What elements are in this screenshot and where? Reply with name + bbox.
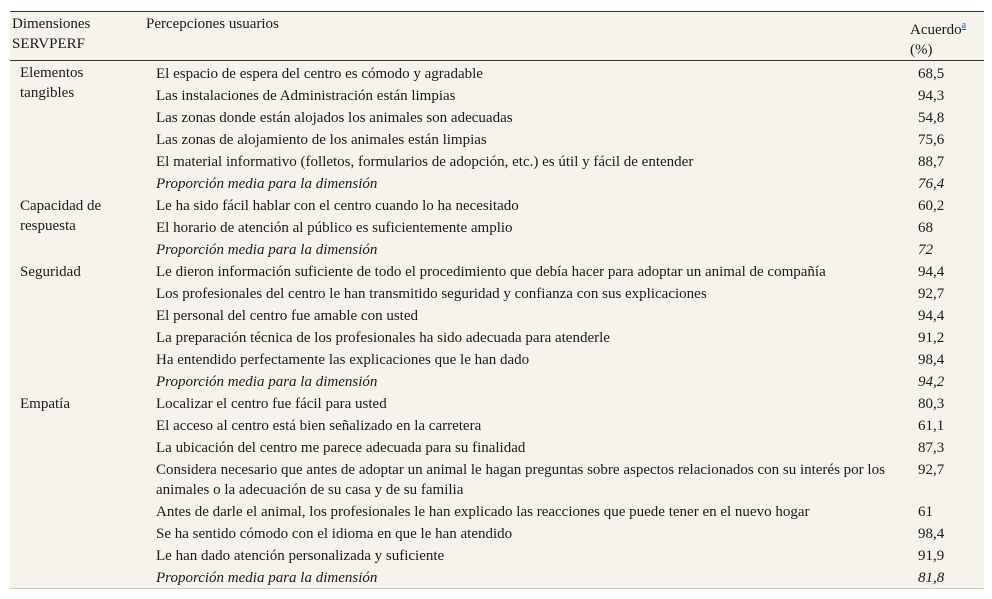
agreement-value: 80,3 (918, 396, 945, 412)
table-row (10, 545, 984, 567)
agreement-value: 60,2 (918, 198, 945, 214)
agreement-value: 54,8 (918, 110, 945, 126)
agreement-value: 61,1 (918, 418, 945, 434)
dimension-average-row (10, 239, 984, 261)
perception-cell (146, 261, 910, 283)
agreement-value: 87,3 (918, 440, 945, 456)
header-dimensions-label: Dimensiones SERVPERF (12, 16, 91, 52)
agreement-value: 91,9 (918, 548, 945, 564)
perception-text: Los profesionales del centro le han transmitido seguridad y confianza con sus explicaciones (156, 286, 707, 302)
dimension-average-row (10, 567, 984, 589)
agreement-value: 98,4 (918, 352, 945, 368)
perception-text: Le dieron información suficiente de todo el procedimiento que debía hacer para adoptar un animal de compañía (156, 264, 826, 280)
perception-cell (146, 393, 910, 415)
perception-text: El horario de atención al público es suficientemente amplio (156, 220, 513, 236)
perception-text: Le ha sido fácil hablar con el centro cuando lo ha necesitado (156, 198, 519, 214)
table-row (10, 349, 984, 371)
agreement-value: 88,7 (918, 154, 945, 170)
header-perceptions-label: Percepciones usuarios (146, 16, 279, 32)
dimension-average-value: 76,4 (918, 176, 945, 192)
dimension-average-row (10, 371, 984, 393)
header-agreement-unit: (%) (910, 42, 933, 58)
table-row (10, 195, 984, 217)
dimension-cell: Capacidad de respuesta (20, 198, 102, 234)
perception-cell (146, 437, 910, 459)
perception-cell (146, 129, 910, 151)
perception-cell (146, 327, 910, 349)
agreement-value: 92,7 (918, 286, 945, 302)
perception-cell (146, 283, 910, 305)
table-row (10, 327, 984, 349)
servperf-table-container (10, 11, 984, 589)
table-body (10, 61, 984, 590)
dimension-average-label: Proporción media para la dimensión (156, 176, 378, 192)
perception-cell (146, 85, 910, 107)
agreement-value: 98,4 (918, 526, 945, 542)
agreement-value: 94,4 (918, 308, 945, 324)
table-row (10, 305, 984, 327)
perception-cell (146, 523, 910, 545)
perception-text: El espacio de espera del centro es cómodo y agradable (156, 66, 483, 82)
table-row (10, 151, 984, 173)
perception-cell (146, 305, 910, 327)
table-row (10, 459, 984, 501)
perception-text: Ha entendido perfectamente las explicaciones que le han dado (156, 352, 530, 368)
dimension-average-label: Proporción media para la dimensión (156, 570, 378, 586)
perception-text: Localizar el centro fue fácil para usted (156, 396, 387, 412)
perception-text: Considera necesario que antes de adoptar un animal le hagan preguntas sobre aspectos relacionados con su interés por los animales o la adecuación de su casa y de su familia (156, 462, 885, 498)
perception-cell (146, 545, 910, 567)
perception-cell (146, 217, 910, 239)
perception-text: La preparación técnica de los profesionales ha sido adecuada para atenderle (156, 330, 610, 346)
agreement-value: 94,3 (918, 88, 945, 104)
agreement-value: 75,6 (918, 132, 945, 148)
perception-text: Se ha sentido cómodo con el idioma en que le han atendido (156, 526, 513, 542)
agreement-value: 94,4 (918, 264, 945, 280)
table-row (10, 393, 984, 415)
agreement-value: 61 (918, 504, 933, 520)
table-row (10, 415, 984, 437)
dimension-average-value: 94,2 (918, 374, 945, 390)
perception-text: La ubicación del centro me parece adecuada para su finalidad (156, 440, 526, 456)
perception-text: Le han dado atención personalizada y suficiente (156, 548, 445, 564)
table-row (10, 85, 984, 107)
dimension-average-label: Proporción media para la dimensión (156, 374, 378, 390)
agreement-value: 92,7 (918, 462, 945, 478)
perception-cell (146, 501, 910, 523)
table-row (10, 501, 984, 523)
header-dimensions (10, 12, 146, 61)
table-row (10, 437, 984, 459)
perception-cell (146, 195, 910, 217)
perception-cell (146, 107, 910, 129)
table-row (10, 523, 984, 545)
perception-text: El acceso al centro está bien señalizado en la carretera (156, 418, 482, 434)
perception-text: Las zonas donde están alojados los animales son adecuadas (156, 110, 513, 126)
servperf-table (10, 12, 984, 589)
dimension-average-value: 72 (918, 242, 933, 258)
header-agreement-label: Acuerdo (910, 22, 962, 38)
table-row (10, 107, 984, 129)
dimension-cell: Seguridad (20, 264, 81, 280)
perception-text: Antes de darle el animal, los profesionales le han explicado las reacciones que puede tener en el nuevo hogar (156, 504, 810, 520)
perception-text: El personal del centro fue amable con usted (156, 308, 418, 324)
agreement-value: 68 (918, 220, 933, 236)
table-row (10, 129, 984, 151)
perception-text: El material informativo (folletos, formularios de adopción, etc.) es útil y fácil de entender (156, 154, 694, 170)
dimension-average-value: 81,8 (918, 570, 945, 586)
perception-text: Las zonas de alojamiento de los animales están limpias (156, 132, 487, 148)
table-row (10, 261, 984, 283)
table-row (10, 61, 984, 86)
agreement-value: 91,2 (918, 330, 945, 346)
perception-cell (146, 61, 910, 86)
agreement-value: 68,5 (918, 66, 945, 82)
perception-text: Las instalaciones de Administración están limpias (156, 88, 456, 104)
header-perceptions (146, 12, 910, 61)
table-header-row (10, 12, 984, 61)
table-row (10, 283, 984, 305)
dimension-average-label: Proporción media para la dimensión (156, 242, 378, 258)
perception-cell (146, 349, 910, 371)
perception-cell (146, 459, 910, 501)
dimension-cell: Elementos tangibles (20, 65, 84, 101)
perception-cell (146, 151, 910, 173)
dimension-cell: Empatía (20, 396, 70, 412)
table-row (10, 217, 984, 239)
perception-cell (146, 415, 910, 437)
header-agreement (910, 12, 984, 61)
dimension-average-row (10, 173, 984, 195)
footnote-a-link[interactable]: a (961, 20, 967, 31)
